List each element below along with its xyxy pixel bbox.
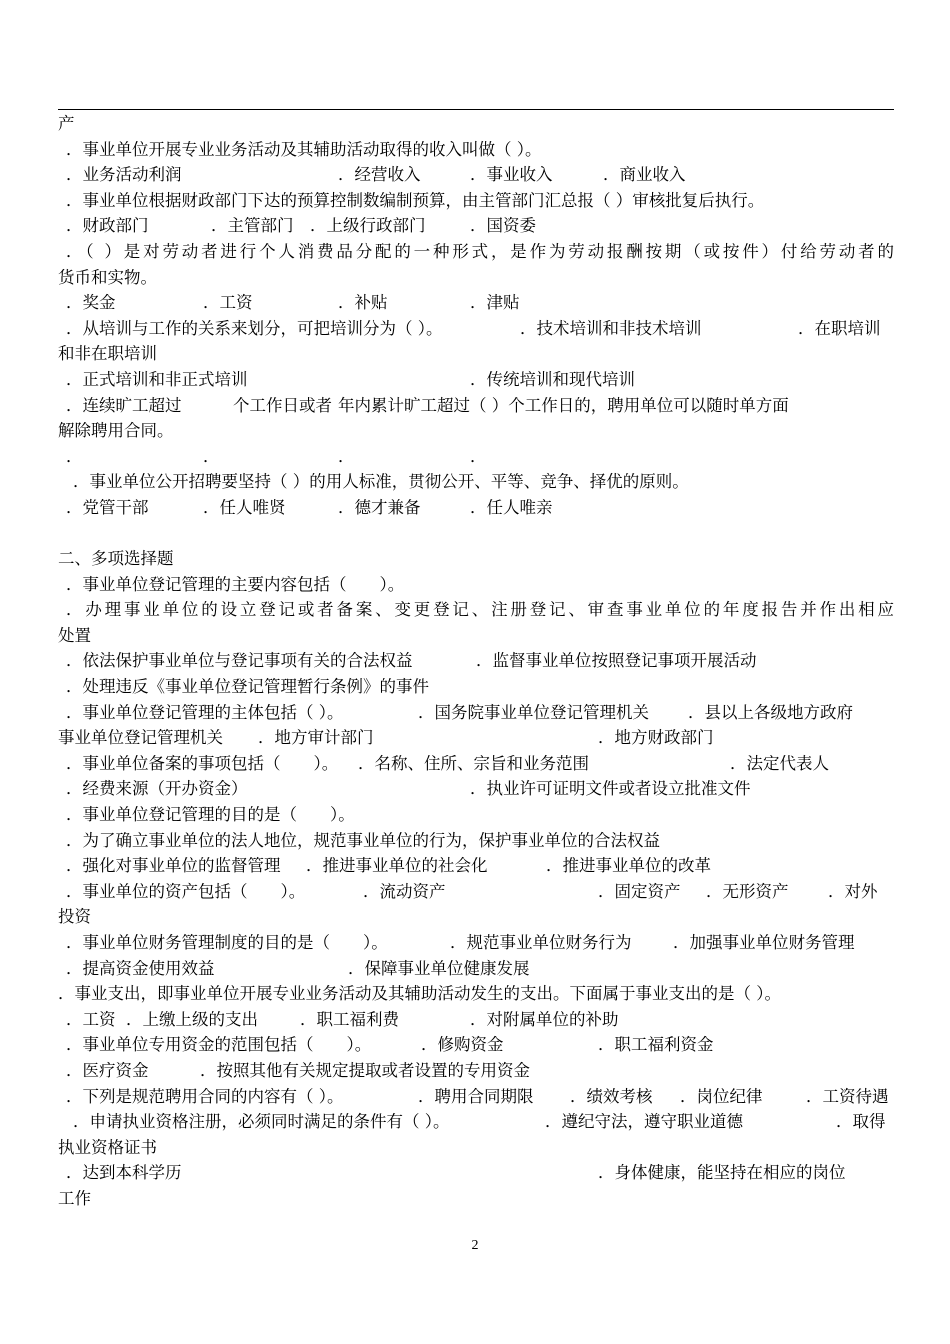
text-line	[58, 367, 894, 393]
text-segment: ．任人唯贤	[203, 497, 286, 517]
text-segment: ．无形资产	[706, 881, 789, 901]
text-segment: ．	[338, 446, 355, 466]
text-segment: ．商业收入	[603, 165, 686, 185]
text-line	[58, 213, 894, 239]
text-segment: ．补贴	[338, 293, 388, 313]
text-segment: ．	[66, 446, 83, 466]
text-segment: ．国务院事业单位登记管理机关	[418, 702, 649, 722]
text-segment: 产	[58, 114, 75, 133]
text-segment: ．财政部门	[66, 216, 149, 236]
text-segment: ．县以上各级地方政府	[688, 702, 853, 722]
text-segment: 投资	[58, 907, 91, 927]
text-segment: ．保障事业单位健康发展	[348, 958, 530, 978]
text-line	[58, 418, 894, 444]
text-line	[58, 521, 894, 547]
text-segment: ．处理违反《事业单位登记管理暂行条例》的事件	[66, 677, 429, 697]
text-segment: ．取得	[836, 1112, 886, 1132]
text-line	[58, 930, 894, 956]
text-segment: ．岗位纪律	[680, 1086, 763, 1106]
text-line	[58, 1109, 894, 1135]
text-line	[58, 751, 894, 777]
text-segment: ．职工福利费	[300, 1009, 399, 1029]
text-segment: ．在职培训	[798, 318, 881, 338]
text-segment: 事业单位登记管理机关	[58, 728, 223, 748]
text-segment: ．津贴	[470, 293, 520, 313]
text-line	[58, 469, 894, 495]
text-segment: ．国资委	[470, 216, 536, 236]
page-number: 2	[471, 1238, 479, 1253]
text-line	[58, 341, 894, 367]
text-segment: ．工资待遇	[806, 1086, 889, 1106]
text-segment: ．正式培训和非正式培训	[66, 369, 248, 389]
text-segment: ．法定代表人	[730, 753, 829, 773]
text-segment: ．事业收入	[470, 165, 553, 185]
text-segment: ．奖金	[66, 293, 116, 313]
text-segment: ．上级行政部门	[310, 216, 426, 236]
text-segment: 年内累计旷工超过（ ）个工作日的，聘用单位可以随时单方面	[338, 395, 789, 415]
text-segment: ．事业单位开展专业业务活动及其辅助活动取得的收入叫做（ ）。	[66, 139, 542, 159]
text-segment: ．地方财政部门	[598, 728, 714, 748]
text-line	[58, 1007, 894, 1033]
text-segment: ．传统培训和现代培训	[470, 369, 635, 389]
text-segment: ．推进事业单位的社会化	[306, 856, 488, 876]
text-line	[58, 546, 894, 572]
text-line	[58, 290, 894, 316]
text-segment: ．对外	[828, 881, 878, 901]
text-line	[58, 776, 894, 802]
text-segment: ．上缴上级的支出	[126, 1009, 258, 1029]
text-segment: ．技术培训和非技术培训	[520, 318, 702, 338]
text-line	[58, 828, 894, 854]
text-segment: ．流动资产	[363, 881, 446, 901]
text-segment: ．经费来源（开办资金）	[66, 779, 248, 799]
text-segment: ．	[470, 446, 487, 466]
text-line	[58, 111, 894, 137]
text-segment: ．工资	[203, 293, 253, 313]
text-segment: 个工作日或者	[233, 395, 332, 415]
text-line	[58, 316, 894, 342]
text-segment: ．按照其他有关规定提取或者设置的专用资金	[200, 1060, 530, 1080]
text-segment: ．	[203, 446, 220, 466]
text-segment: ．办理事业单位的设立登记或者备案、变更登记、注册登记、审查事业单位的年度报告并作出相应	[66, 600, 894, 620]
text-line	[58, 981, 894, 1007]
text-segment: ．提高资金使用效益	[66, 958, 215, 978]
text-segment: ．推进事业单位的改革	[546, 856, 711, 876]
text-segment: ．依法保护事业单位与登记事项有关的合法权益	[66, 651, 413, 671]
header-rule	[58, 109, 894, 110]
text-line	[58, 700, 894, 726]
text-segment: ．监督事业单位按照登记事项开展活动	[476, 651, 757, 671]
text-line	[58, 137, 894, 163]
text-segment: ．连续旷工超过	[66, 395, 182, 415]
text-line	[58, 623, 894, 649]
text-segment: 和非在职培训	[58, 344, 157, 364]
text-line	[58, 674, 894, 700]
text-line	[58, 572, 894, 598]
text-segment: ．职工福利资金	[598, 1035, 714, 1055]
text-segment: ．地方审计部门	[258, 728, 374, 748]
text-line	[58, 853, 894, 879]
text-segment: ．事业单位登记管理的主要内容包括（ ）。	[66, 574, 405, 594]
text-segment: ．党管干部	[66, 497, 149, 517]
text-line	[58, 444, 894, 470]
text-segment: ．事业单位备案的事项包括（ ）。	[66, 753, 339, 773]
text-line	[58, 725, 894, 751]
text-line	[58, 802, 894, 828]
text-segment: ．固定资产	[598, 881, 681, 901]
text-segment: ．从培训与工作的关系来划分，可把培训分为（ ）。	[66, 318, 443, 338]
text-line	[58, 393, 894, 419]
text-line	[58, 1084, 894, 1110]
text-segment: ．名称、住所、宗旨和业务范围	[358, 753, 589, 773]
text-segment: ．经营收入	[338, 165, 421, 185]
text-line	[58, 1032, 894, 1058]
text-line	[58, 239, 894, 265]
text-segment: 执业资格证书	[58, 1137, 157, 1157]
text-segment: ．申请执业资格注册，必须同时满足的条件有（ ）。	[73, 1112, 450, 1132]
text-segment: ．任人唯亲	[470, 497, 553, 517]
text-segment: ．主管部门	[211, 216, 294, 236]
text-segment: ．事业单位登记管理的主体包括（ ）。	[66, 702, 344, 722]
text-segment: ．德才兼备	[338, 497, 421, 517]
text-segment: ．规范事业单位财务行为	[450, 933, 632, 952]
text-segment: 工作	[58, 1188, 91, 1208]
text-segment: ．遵纪守法，遵守职业道德	[545, 1112, 743, 1132]
text-segment: ．聘用合同期限	[418, 1086, 534, 1106]
text-segment: ．事业单位根据财政部门下达的预算控制数编制预算，由主管部门汇总报（ ）审核批复后执行。	[66, 190, 765, 210]
text-segment: ．强化对事业单位的监督管理	[66, 856, 281, 876]
text-line	[58, 1058, 894, 1084]
text-segment: ．加强事业单位财务管理	[673, 933, 855, 952]
text-segment: ．对附属单位的补助	[470, 1009, 619, 1029]
text-segment: ．执业许可证明文件或者设立批准文件	[470, 779, 751, 799]
text-line	[58, 648, 894, 674]
text-segment: ．业务活动利润	[66, 165, 182, 185]
text-segment: ．工资	[66, 1009, 116, 1029]
text-line	[58, 879, 894, 905]
document-body	[58, 111, 894, 1212]
text-line	[58, 495, 894, 521]
text-line	[58, 162, 894, 188]
text-segment: ．下列是规范聘用合同的内容有（ ）。	[66, 1086, 344, 1106]
text-segment: 二、多项选择题	[58, 549, 174, 569]
text-line	[58, 1186, 894, 1212]
text-line	[58, 597, 894, 623]
text-segment: ．（ ）是对劳动者进行个人消费品分配的一种形式，是作为劳动报酬按期（或按件）付给劳动者的	[66, 241, 894, 261]
text-segment: ．修购资金	[421, 1035, 504, 1055]
text-line	[58, 188, 894, 214]
text-segment: 解除聘用合同。	[58, 421, 174, 441]
text-line	[58, 1160, 894, 1186]
text-segment: ．事业单位专用资金的范围包括（ ）。	[66, 1035, 372, 1055]
text-segment: ．事业单位登记管理的目的是（ ）。	[66, 805, 355, 825]
text-segment: ．达到本科学历	[66, 1163, 182, 1183]
text-segment: ．为了确立事业单位的法人地位，规范事业单位的行为，保护事业单位的合法权益	[66, 830, 660, 850]
text-segment: ．身体健康，能坚持在相应的岗位	[598, 1163, 846, 1183]
text-segment: ．绩效考核	[570, 1086, 653, 1106]
text-line	[58, 265, 894, 291]
text-line	[58, 956, 894, 982]
text-segment: 货币和实物。	[58, 267, 157, 287]
text-segment: ．事业单位的资产包括（ ）。	[66, 881, 306, 901]
text-segment: 处置	[58, 625, 91, 645]
text-line	[58, 904, 894, 930]
text-segment: ．医疗资金	[66, 1060, 149, 1080]
text-line	[58, 1135, 894, 1161]
text-segment: ．事业单位公开招聘要坚持（ ）的用人标准，贯彻公开、平等、竞争、择优的原则。	[73, 472, 689, 492]
text-segment: ．事业支出，即事业单位开展专业业务活动及其辅助活动发生的支出。下面属于事业支出的是（ ）。	[58, 984, 781, 1004]
text-segment: ．事业单位财务管理制度的目的是（ ）。	[66, 933, 388, 952]
